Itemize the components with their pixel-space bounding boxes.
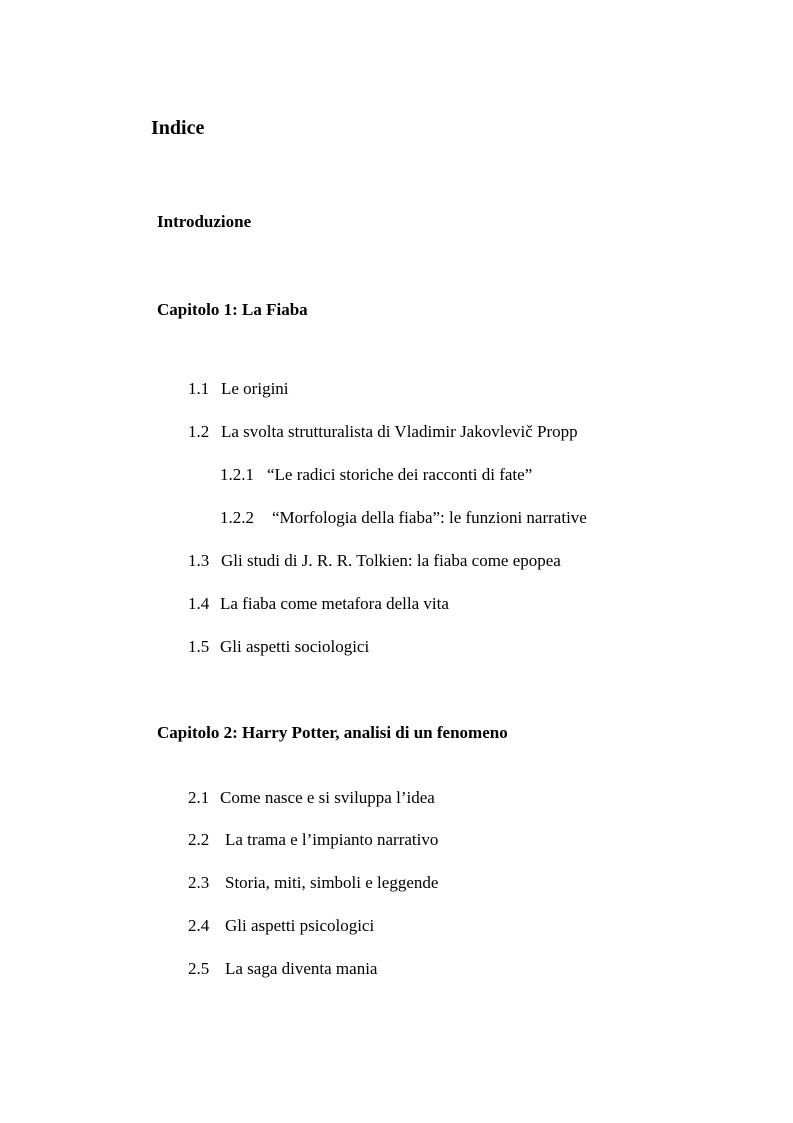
toc-entry-number: 1.5 (188, 637, 210, 656)
toc-entry-2-3 (188, 874, 438, 891)
toc-entry-text: La svolta strutturalista di Vladimir Jakovlevič Propp (221, 422, 578, 441)
toc-entry-text: La saga diventa mania (225, 959, 378, 978)
toc-entry-number: 2.3 (188, 873, 210, 892)
toc-chapter-2-title: Capitolo 2: Harry Potter, analisi di un fenomeno (157, 723, 508, 742)
toc-entry-number: 1.4 (188, 594, 210, 613)
toc-entry-1-2-2 (220, 509, 587, 526)
toc-entry-1-4 (188, 595, 449, 612)
toc-entry-text: Gli aspetti psicologici (225, 916, 375, 935)
toc-entry-text: Gli aspetti sociologici (220, 637, 370, 656)
toc-entry-1-3 (188, 552, 561, 569)
toc-entry-text: “Le radici storiche dei racconti di fate” (267, 465, 533, 484)
toc-entry-1-2-1 (220, 466, 532, 483)
toc-entry-text: Le origini (221, 379, 289, 398)
toc-entry-2-2 (188, 831, 438, 848)
toc-entry-number: 2.1 (188, 788, 210, 807)
toc-entry-text: “Morfologia della fiaba”: le funzioni narrative (272, 508, 587, 527)
toc-entry-number: 1.1 (188, 379, 210, 398)
toc-entry-number: 1.2.2 (220, 508, 254, 527)
toc-entry-number: 1.3 (188, 551, 210, 570)
toc-entry-text: Storia, miti, simboli e leggende (225, 873, 439, 892)
toc-entry-number: 1.2 (188, 422, 210, 441)
page-title: Indice (151, 117, 205, 139)
toc-introduction: Introduzione (157, 212, 252, 231)
toc-entry-1-2 (188, 423, 578, 440)
toc-entry-text: Gli studi di J. R. R. Tolkien: la fiaba come epopea (221, 551, 561, 570)
toc-entry-text: La fiaba come metafora della vita (220, 594, 449, 613)
toc-entry-2-5 (188, 960, 377, 977)
toc-entry-number: 1.2.1 (220, 465, 254, 484)
toc-entry-number: 2.2 (188, 830, 210, 849)
toc-entry-2-1 (188, 789, 435, 806)
toc-entry-text: Come nasce e si sviluppa l’idea (220, 788, 435, 807)
toc-entry-text: La trama e l’impianto narrativo (225, 830, 439, 849)
toc-chapter-1-title: Capitolo 1: La Fiaba (157, 300, 308, 319)
toc-entry-1-5 (188, 638, 369, 655)
toc-entry-number: 2.4 (188, 916, 210, 935)
toc-entry-1-1 (188, 380, 289, 397)
toc-entry-2-4 (188, 917, 374, 934)
toc-entry-number: 2.5 (188, 959, 210, 978)
